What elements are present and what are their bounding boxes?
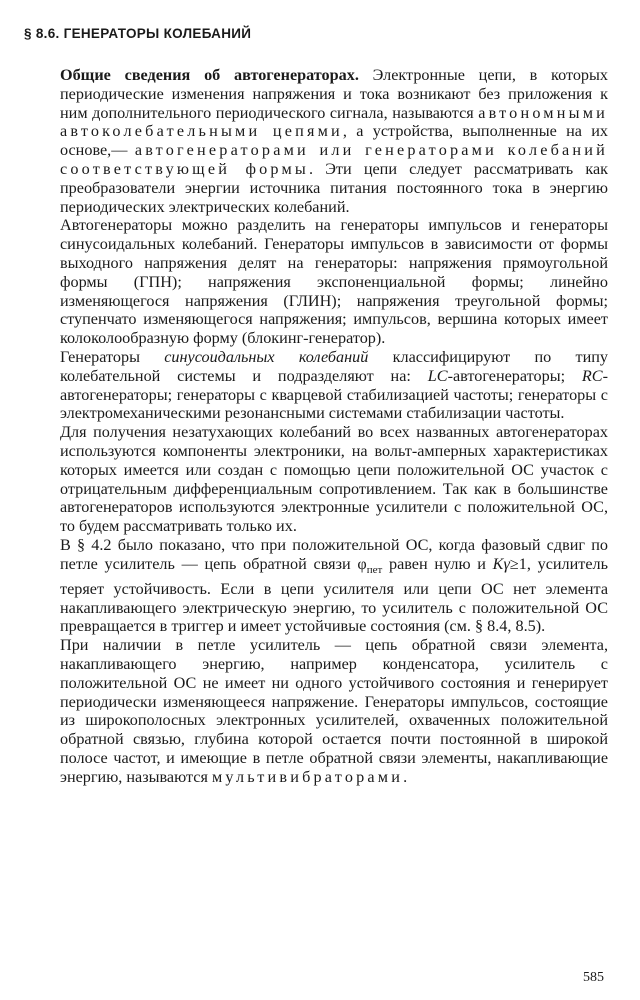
paragraph-classification [60, 216, 608, 348]
term-italic: синусоидальных колебаний [164, 347, 369, 366]
text-run: -автогенераторы; генераторы с кварцевой стабилизацией частоты; генераторы с электромеханическими резонансными системами стабилизации частоты. [60, 366, 608, 423]
body-text [60, 66, 608, 787]
text-run: . Эти цепи следует рассматривать как преобразователи энергии источника питания постоянного тока в энергию периодических электрических колебаний. [60, 159, 608, 216]
text-run: равен нулю и [382, 554, 493, 573]
text-run: Автогенераторы можно разделить на генераторы импульсов и генераторы синусоидальных колебаний. Генераторы импульсов в зависимости от формы выходного напряжения делят на генераторы: напряжения прямоугольной формы (ГПН); напряжения экспоненциальной формы; линейно изменяющегося напряжения (ГЛИН); напряжения треугольной формы; ступенчато изменяющегося напряжения; импульсов, вершина которых имеет колоколообразную форму (блокинг-генератор). [60, 216, 608, 348]
text-run: -автогенераторы; [447, 366, 582, 385]
text-run: . [403, 767, 408, 786]
paragraph-lead: Общие сведения об автогенераторах. [60, 66, 359, 84]
term-spaced: мультивибраторами [211, 767, 404, 786]
text-run: Электронные цепи, в которых периодические изменения напряжения и тока возникают без приложения к ним дополнительного периодического сигнала, называются [60, 66, 608, 122]
page-number: 585 [583, 970, 604, 985]
section-title: § 8.6. ГЕНЕРАТОРЫ КОЛЕБАНИЙ [24, 26, 252, 41]
paragraph-sinusoidal [60, 348, 608, 423]
text-run: , а устройства, выполненные на их основе,— [60, 122, 608, 160]
text-run: В § 4.2 было показано, что при положительной ОС, когда фазовый сдвиг по петле усилитель — цепь обратной связи φ [60, 535, 608, 573]
text-run: классифицируют по типу колебательной системы и подразделяют на: [60, 347, 608, 385]
paragraph-undamped [60, 423, 608, 536]
text-run: ≥1, усилитель теряет устойчивость. Если в цепи усилителя или цепи ОС нет элемента накапливающего электрическую энергию, то усилитель с положительной ОС превращается в триггер и имеет устойчивые состояния (см. § 8.4, 8.5). [60, 554, 608, 636]
formula-k-gamma: Kγ [492, 554, 510, 573]
term-italic: RC [581, 366, 603, 385]
term-italic: LC [427, 366, 448, 385]
paragraph-multivibrators [60, 636, 608, 786]
text-run: Для получения незатухающих колебаний во всех названных автогенераторах используются компоненты электроники, на вольт-амперных характеристиках которых имеется или создан с помощью цепи положительной ОС участок с отрицательным дифференциальным сопротивлением. Так как в большинстве автогенераторов используются электронные усилители с положительной ОС, то будем рассматривать только их. [60, 423, 608, 536]
text-run: При наличии в петле усилитель — цепь обратной связи элемента, накапливающего энергию, например конденсатора, усилитель с положительной ОС не имеет ни одного устойчивого состояния и генерирует периодически изменяющееся напряжение. Генераторы импульсов, состоящие из широкополосных электронных усилителей, охваченных положительной обратной связью, глубина которой остается почти постоянной в широкой полосе частот, и имеющие в петле обратной связи элементы, накапливающие энергию, называются [60, 636, 608, 786]
text-run: Генераторы [60, 347, 165, 366]
paragraph-feedback [60, 536, 608, 636]
term-spaced: автогенераторами или генераторами колебаний соответствующей формы [60, 141, 609, 178]
term-spaced: автономными автоколебательными цепями [60, 103, 608, 141]
subscript: пет [366, 563, 383, 576]
paragraph-general-info [60, 66, 608, 216]
